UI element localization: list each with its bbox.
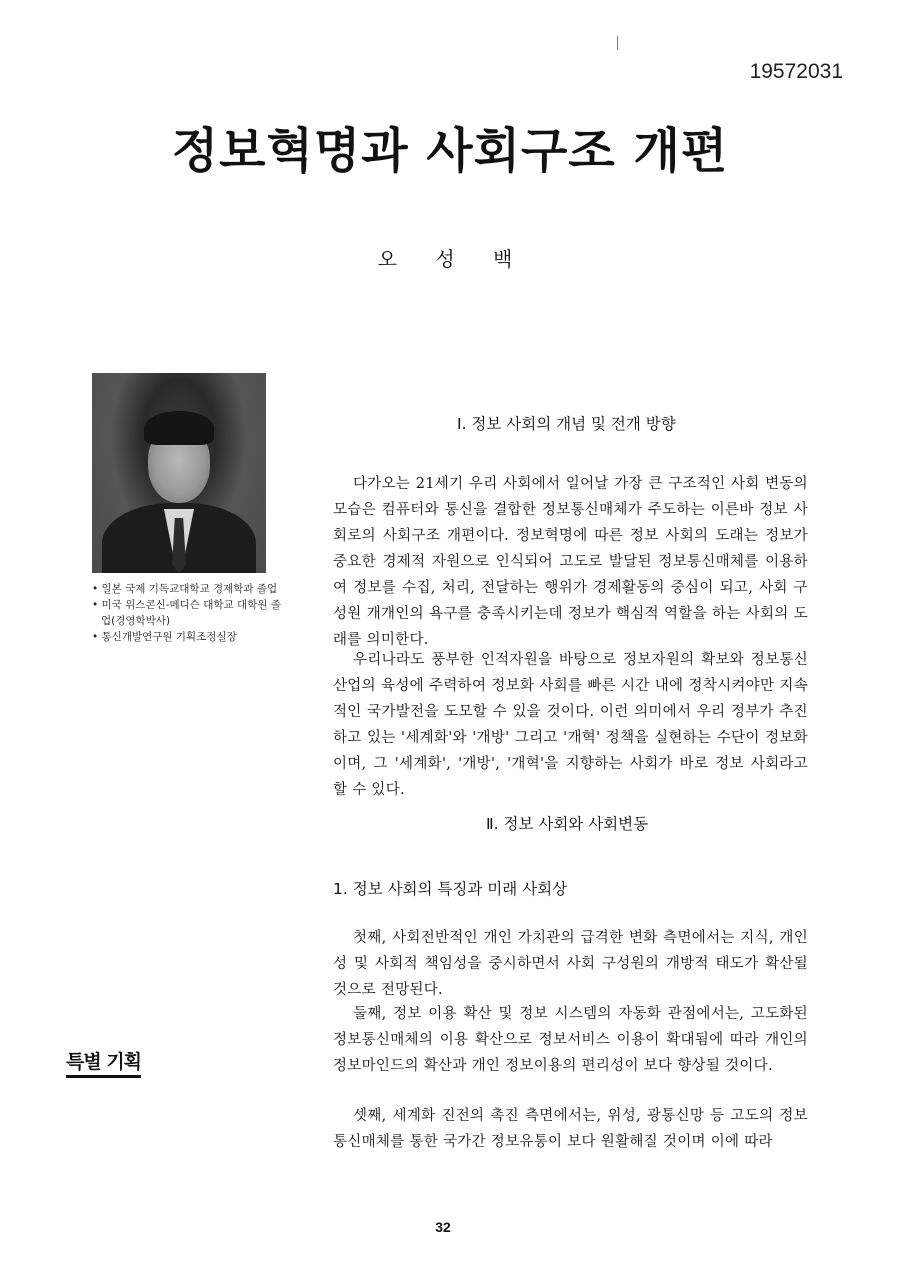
paragraph: 우리나라도 풍부한 인적자원을 바탕으로 정보자원의 확보와 정보통신 산업의 육성에 주력하여 정보화 사회를 빠른 시간 내에 정착시켜야만 지속적인 국가발전을 도모할 수 있을 것이다. 이런 의미에서 우리 정부가 추진하고 있는 '세계화'와 '개방' 그리고 '개혁' 정책을 실현하는 수단이 정보화이며, 그 '세계화', '개방', '개혁'을 지향하는 사회가 바로 정보 사회라고 할 수 있다. xyxy=(333,651,808,798)
section-heading-2: Ⅱ. 정보 사회와 사회변동 xyxy=(486,815,649,833)
article-title: 정보혁명과 사회구조 개편 xyxy=(171,123,729,179)
author-name: 오 성 백 xyxy=(377,247,523,271)
paragraph: 둘째, 정보 이용 확산 및 정보 시스템의 자동화 관점에서는, 고도화된 정보통신매체의 이용 확산으로 정보서비스 이용이 확대됨에 따라 개인의 정보마인드의 확산과 개인 정보이용의 편리성이 보다 향상될 것이다. xyxy=(333,1005,808,1074)
sub-heading: 1. 정보 사회의 특징과 미래 사회상 xyxy=(333,880,568,898)
section-heading-1: Ⅰ. 정보 사회의 개념 및 전개 방향 xyxy=(457,415,676,433)
paragraph: 첫째, 사회전반적인 개인 가치관의 급격한 변화 측면에서는 지식, 개인성 및 사회적 책임성을 중시하면서 사회 구성원의 개방적 태도가 확산될 것으로 전망된다. xyxy=(333,929,808,998)
bio-item: • 일본 국제 기독교대학교 경제학과 졸업 xyxy=(92,583,278,595)
bio-item: • 통신개발연구원 기획조정실장 xyxy=(92,631,237,643)
special-feature-stamp: 특별 기획 xyxy=(66,1047,141,1078)
paragraph: 셋째, 세계화 진전의 촉진 측면에서는, 위성, 광통신망 등 고도의 정보통신매체를 통한 국가간 정보유통이 보다 원활해질 것이며 이에 따라 xyxy=(333,1107,808,1150)
author-bio xyxy=(92,581,282,645)
document-id: 19572031 xyxy=(749,60,843,83)
author-photo xyxy=(92,373,266,573)
scan-mark xyxy=(617,36,618,50)
bio-item: • 미국 위스콘신-메디슨 대학교 대학원 졸업(경영학박사) xyxy=(92,599,281,627)
page-number: 32 xyxy=(435,1219,451,1235)
photo-hair xyxy=(144,411,214,445)
paragraph: 다가오는 21세기 우리 사회에서 일어날 가장 큰 구조적인 사회 변동의 모습은 컴퓨터와 통신을 결합한 정보통신매체가 주도하는 이른바 정보 사회로의 사회구조 개편이다. 정보혁명에 따른 정보 사회의 도래는 정보가 중요한 경제적 자원으로 인식되어 고도로 발달된 정보통신매체를 이용하여 정보를 수집, 처리, 전달하는 행위가 경제활동의 중심이 되고, 사회 구성원 개개인의 욕구를 충족시키는데 정보가 핵심적 역할을 하는 사회의 도래를 의미한다. xyxy=(333,475,808,648)
